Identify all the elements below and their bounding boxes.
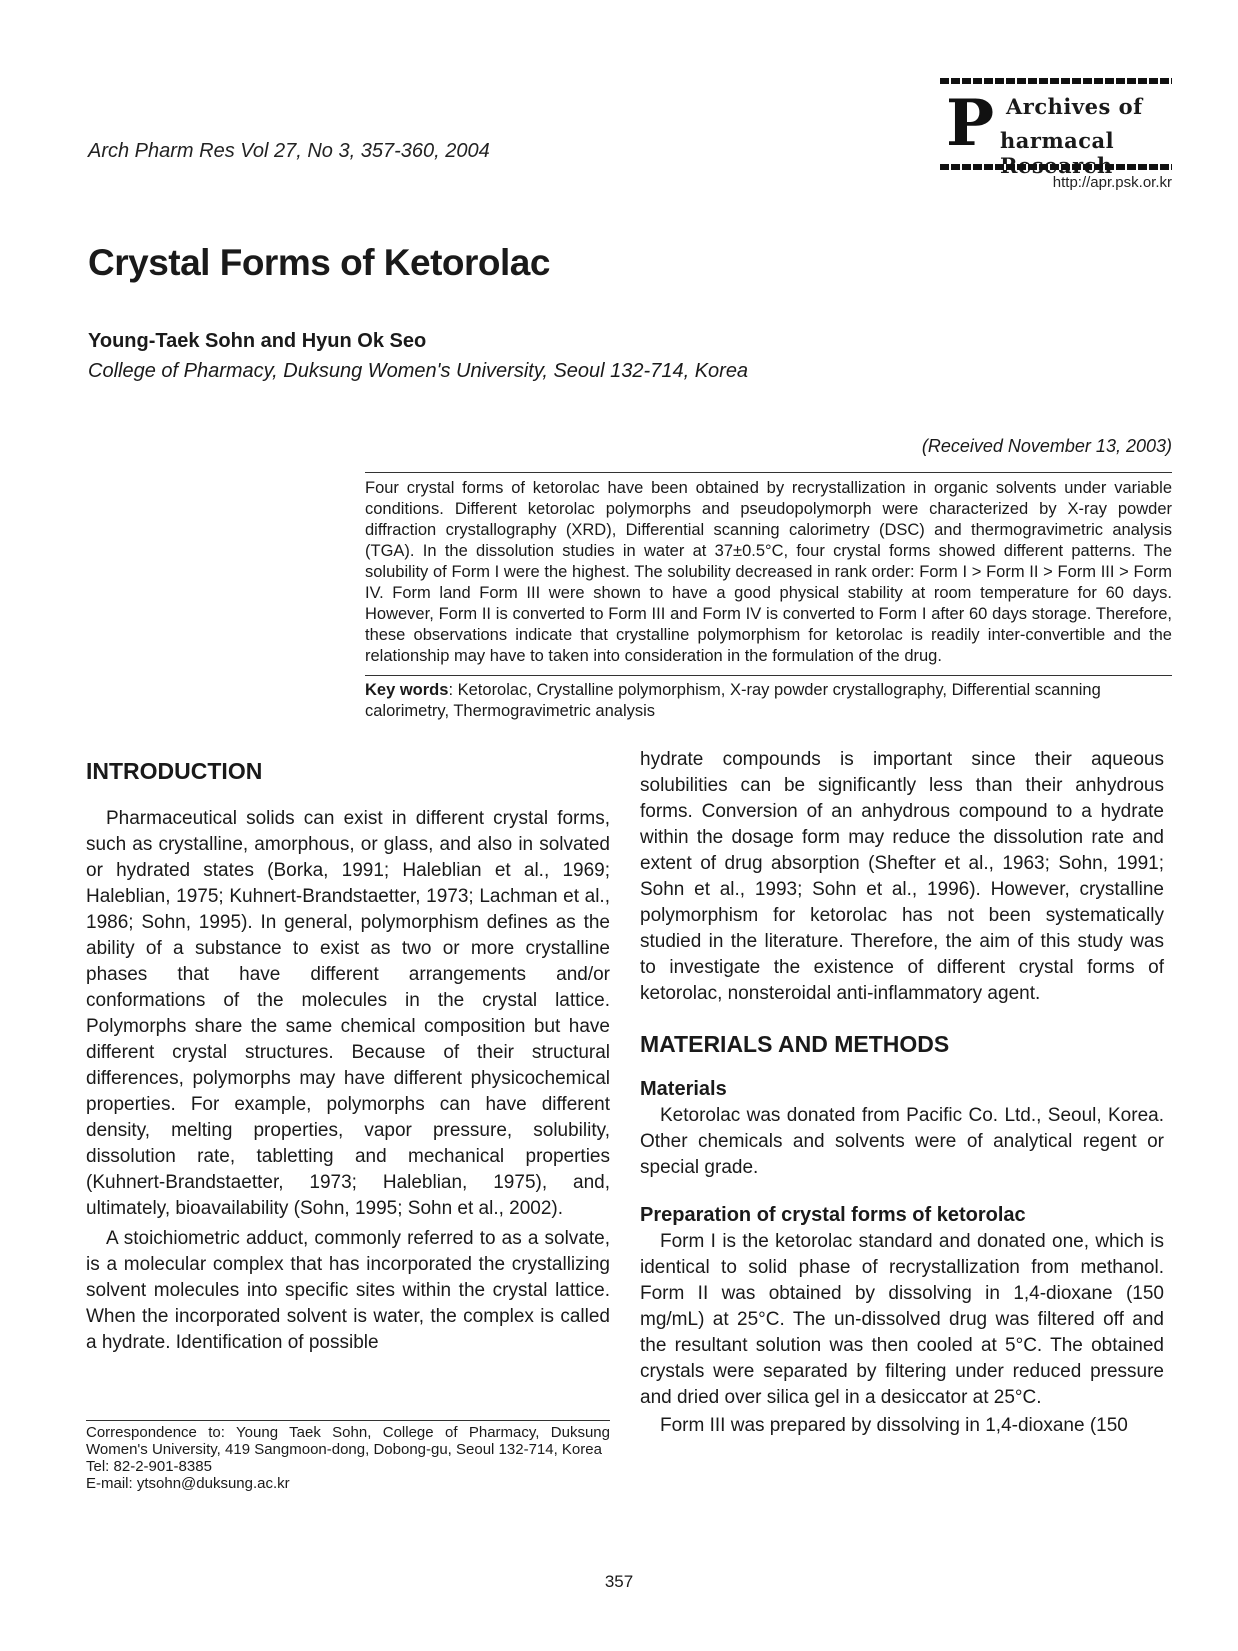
abstract-top-rule [365, 472, 1172, 473]
journal-url: http://apr.psk.or.kr [1052, 174, 1172, 191]
keywords-label: Key words [365, 681, 449, 699]
materials-heading: Materials [640, 1078, 727, 1100]
footnote-email: E-mail: ytsohn@duksung.ac.kr [86, 1475, 290, 1492]
correspondence-footnote [86, 1424, 610, 1492]
keywords [365, 675, 1172, 722]
abstract-text: Four crystal forms of ketorolac have been obtained by recrystallization in organic solvents under variable conditions. Different ketorolac polymorphs and pseudopolymorph were characterized by X-ray powder diffraction crystallography (XRD), Differential scanning calorimetry (DSC) and thermogravimetric analysis (TGA). In the dissolution studies in water at 37±0.5°C, four crystal forms showed different patterns. The solubility of Form I were the highest. The solubility decreased in rank order: Form I > Form II > Form III > Form IV. Form land Form III were shown to have a good physical stability at room temperature for 60 days. However, Form II is converted to Form III and Form IV is converted to Form I after 60 days storage. Therefore, these observations indicate that crystalline polymorphism for ketorolac is readily inter-convertible and the relationship may have to taken into consideration in the formulation of the drug. [365, 479, 1172, 665]
page-number: 357 [604, 1572, 634, 1591]
logo-top-bar [940, 78, 1172, 84]
left-column [86, 758, 610, 1356]
authors: Young-Taek Sohn and Hyun Ok Seo [88, 330, 427, 352]
footnote-tel: Tel: 82-2-901-8385 [86, 1458, 212, 1475]
right-column [640, 747, 1164, 1439]
affiliation: College of Pharmacy, Duksung Women's University, Seoul 132-714, Korea [88, 360, 749, 382]
keywords-text: : Ketorolac, Crystalline polymorphism, X-ray powder crystallography, Differential scanning calorimetry, Thermogravimetric analysis [365, 681, 1101, 720]
preparation-paragraph-1: Form I is the ketorolac standard and donated one, which is identical to solid phase of recrystallization from methanol. Form II was obtained by dissolving in 1,4-dioxane (150 mg/mL) at 25°C. The un-dissolved drug was filtered off and the resultant solution was then cooled at 5°C. The obtained crystals were separated by filtering under reduced pressure and dried over silica gel in a desiccator at 25°C. [640, 1231, 1164, 1408]
methods-heading: MATERIALS AND METHODS [640, 1031, 950, 1057]
journal-logo [940, 78, 1172, 191]
intro-paragraph-2-continued: hydrate compounds is important since their aqueous solubilities can be significantly less than their anhydrous forms. Conversion of an anhydrous compound to a hydrate within the dosage form may reduce the dissolution rate and extent of drug absorption (Shefter et al., 1963; Sohn, 1991; Sohn et al., 1993; Sohn et al., 1996). However, crystalline polymorphism for ketorolac has not been systematically studied in the literature. Therefore, the aim of this study was to investigate the existence of different crystal forms of ketorolac, nonsteroidal anti-inflammatory agent. [640, 749, 1164, 1004]
logo-bottom-bar [940, 164, 1172, 170]
introduction-heading: INTRODUCTION [86, 758, 263, 784]
logo-line-2: harmacal [1000, 128, 1115, 153]
materials-paragraph: Ketorolac was donated from Pacific Co. Ltd., Seoul, Korea. Other chemicals and solvents were of analytical regent or special grade. [640, 1105, 1164, 1178]
intro-paragraph-2: A stoichiometric adduct, commonly referred to as a solvate, is a molecular complex that has incorporated the crystallizing solvent molecules into specific sites within the crystal lattice. When the incorporated solvent is water, the complex is called a hydrate. Identification of possible [86, 1228, 610, 1353]
abstract-section [365, 472, 1172, 722]
logo-line-1: Archives of [1006, 94, 1143, 119]
footnote-address: Correspondence to: Young Taek Sohn, College of Pharmacy, Duksung Women's University, 419 Sangmoon-dong, Dobong-gu, Seoul 132-714, Korea [86, 1424, 610, 1458]
logo-initial: P [946, 86, 995, 161]
intro-paragraph-1: Pharmaceutical solids can exist in different crystal forms, such as crystalline, amorphous, or glass, and also in solvated or hydrated states (Borka, 1991; Haleblian et al., 1969; Haleblian, 1975; Kuhnert-Brandstaetter, 1973; Lachman et al., 1986; Sohn, 1995). In general, polymorphism defines as the ability of a substance to exist as two or more crystalline phases that have different arrangements and/or conformations of the molecules in the crystal lattice. Polymorphs share the same chemical composition but have different crystal structures. Because of their structural differences, polymorphs may have different physicochemical properties. For example, polymorphs can have different density, melting properties, vapor pressure, solubility, dissolution rate, tabletting and mechanical properties (Kuhnert-Brandstaetter, 1973; Haleblian, 1975), and, ultimately, bioavailability (Sohn, 1995; Sohn et al., 2002). [86, 808, 610, 1219]
footnote-rule [86, 1420, 610, 1421]
journal-citation: Arch Pharm Res Vol 27, No 3, 357-360, 2004 [88, 140, 490, 162]
paper-title: Crystal Forms of Ketorolac [88, 242, 550, 283]
preparation-heading: Preparation of crystal forms of ketorolac [640, 1204, 1026, 1226]
preparation-paragraph-2: Form III was prepared by dissolving in 1,4-dioxane (150 [660, 1415, 1128, 1436]
received-date: (Received November 13, 2003) [921, 436, 1172, 456]
